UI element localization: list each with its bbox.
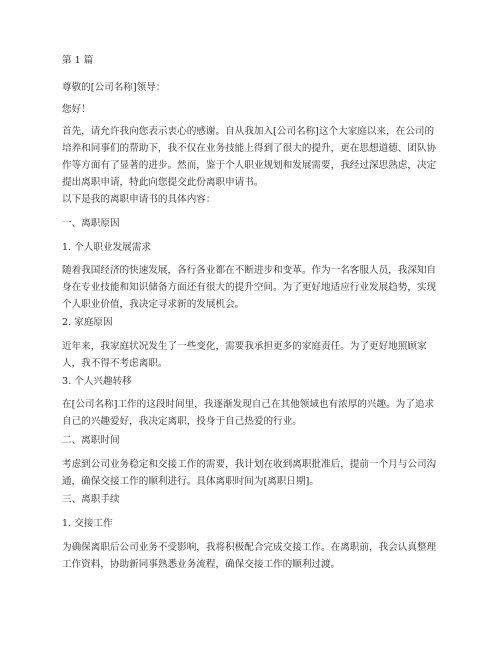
procedure-1-title: 1. 交接工作 <box>62 518 113 529</box>
section-title: 第 1 篇 <box>62 55 94 66</box>
reason-1-title: 1. 个人职业发展需求 <box>62 242 151 253</box>
reason-2-text: 近年来，我家庭状况发生了一些变化，需要我承担更多的家庭责任。为了更好地照顾家人，我不得不考虑离职。 <box>62 341 427 369</box>
heading-procedures: 三、离职手续 <box>62 494 120 505</box>
reason-3-text: 在[公司名称]工作的这段时间里，我逐渐发现自己在其他领域也有浓厚的兴趣。为了追求自己的兴趣爱好，我决定离职，投身于自己热爱的行业。 <box>62 399 435 427</box>
intro-paragraph: 首先，请允许我向您表示衷心的感谢。自从我加入[公司名称]这个大家庭以来，在公司的培养和同事们的帮助下，我不仅在业务技能上得到了很大的提升，更在思想道德、团队协作等方面有了显著的进步。然而，鉴于个人职业规划和发展需要，我经过深思熟虑，决定提出离职申请，特此向您提交此份离职申请书。 <box>62 126 437 188</box>
greeting: 您好！ <box>62 104 91 115</box>
reason-2-title: 2. 家庭原因 <box>62 317 113 328</box>
heading-reasons: 一、离职原因 <box>62 218 120 229</box>
reason-3-title: 3. 个人兴趣转移 <box>62 376 132 387</box>
content-lead: 以下是我的离职申请书的具体内容： <box>62 194 216 205</box>
procedure-1-text: 为确保离职后公司业务不受影响，我将积极配合完成交接工作。在离职前，我会认真整理工作资料，协助新同事熟悉业务流程，确保交接工作的顺利过渡。 <box>62 542 437 570</box>
resignation-time-text: 考虑到公司业务稳定和交接工作的需要，我计划在收到离职批准后，提前一个月与公司沟通，确保交接工作的顺利进行。具体离职时间为[离职日期]。 <box>62 459 437 487</box>
salutation: 尊敬的[公司名称]领导： <box>62 82 166 93</box>
heading-resignation-time: 二、离职时间 <box>62 435 120 446</box>
reason-1-text: 随着我国经济的快速发展，各行各业都在不断进步和变革。作为一名客服人员，我深知自身在专业技能和知识储备方面还有很大的提升空间。为了更好地适应行业发展趋势，实现个人职业价值，我决定寻求新的发展机会。 <box>62 265 437 310</box>
